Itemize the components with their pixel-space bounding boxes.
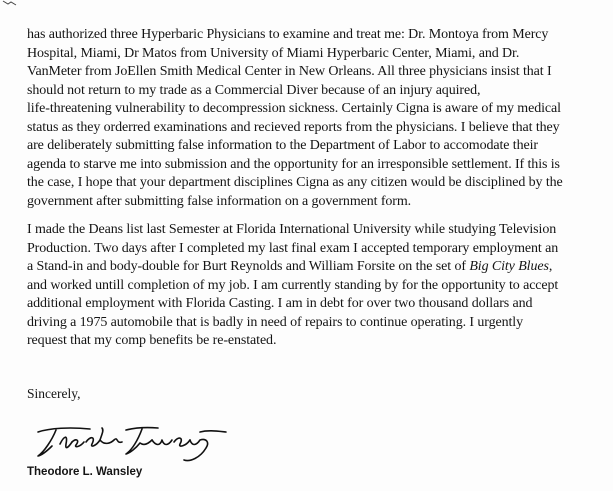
film-title: Big City Blues	[469, 259, 549, 274]
text-line: and worked untill completion of my job. I am currently standing by for the opportunity to accept	[27, 277, 559, 293]
paragraph-physicians	[27, 26, 613, 211]
text-segment: ,	[548, 259, 553, 274]
text-line: has authorized three Hyperbaric Physicians to examine and treat me: Dr. Montoya from Mercy	[27, 27, 549, 42]
text-line: I made the Deans list last Semester at Florida International University while studying Television	[27, 222, 557, 237]
text-line: status as they orderred examinations and recieved reports from the physicians. I believe that they	[27, 119, 560, 135]
signature-image	[30, 418, 250, 466]
text-line: life-threatening vulnerability to decompression sickness. Certainly Cigna is aware of my medical	[27, 101, 561, 116]
text-segment: a Stand-in and body-double for Burt Reynolds and William Forsite on the set of	[27, 259, 470, 274]
closing: Sincerely,	[27, 386, 81, 401]
text-line: request that my comp benefits be re-enstated.	[27, 333, 277, 348]
text-line: the case, I hope that your department disciplines Cigna as any citizen would be disciplined by the	[27, 175, 563, 190]
text-line: VanMeter from JoEllen Smith Medical Center in New Orleans. All three physicians insist that I	[27, 64, 552, 79]
text-line: should not return to my trade as a Commercial Diver because of an injury aquired,	[27, 82, 481, 98]
text-line: are deliberately submitting false information to the Department of Labor to accomodate their	[27, 138, 538, 153]
text-line: agenda to starve me into submission and the opportunity for an irresponsible settlement. If this is	[27, 156, 560, 172]
scan-artifact-mark	[2, 0, 18, 8]
signer-name: Theodore L. Wansley	[27, 466, 143, 478]
text-line: Hospital, Miami, Dr Matos from University of Miami Hyperbaric Center, Miami, and Dr.	[27, 45, 520, 61]
text-line: driving a 1975 automobile that is badly in need of repairs to continue operating. I urgently	[27, 314, 523, 330]
text-line: government after submitting false information on a government form.	[27, 193, 412, 209]
text-line	[27, 258, 613, 277]
paragraph-education-employment	[27, 221, 613, 351]
text-line: additional employment with Florida Casting. I am in debt for over two thousand dollars and	[27, 296, 533, 311]
text-line: Production. Two days after I completed my last final exam I accepted temporary employment an	[27, 240, 559, 256]
